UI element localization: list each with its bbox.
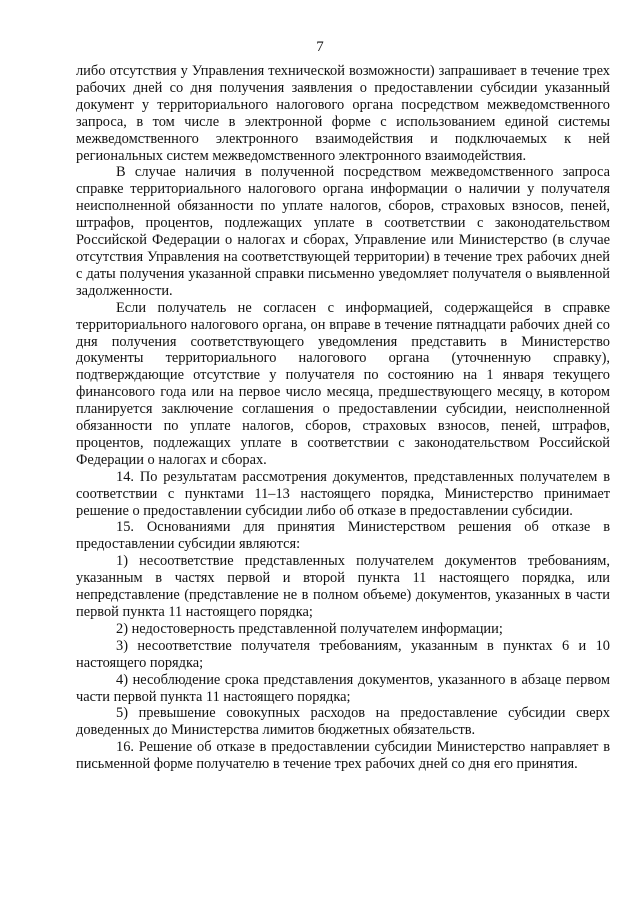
paragraph-item-15: 15. Основаниями для принятия Министерством решения об отказе в предоставлении субсидии являются: (76, 519, 610, 553)
paragraph-disagreement: Если получатель не согласен с информацией, содержащейся в справке территориального налогового органа, он вправе в течение пятнадцати рабочих дней со дня получения соответствующего уведомления представить в Министерство документы территориального налогового органа (уточненную справку), подтверждающие отсутствие у получателя по состоянию на 1 января текущего финансового года или на первое число месяца, предшествующего месяцу, в котором планируется заключение соглашения о предоставлении субсидии, неисполненной обязанности по уплате налогов, сборов, страховых взносов, пеней, штрафов, процентов, подлежащих уплате в соответствии с законодательством Российской Федерации о налогах и сборах. (76, 299, 610, 468)
document-body (76, 63, 610, 773)
paragraph-item-14: 14. По результатам рассмотрения документов, представленных получателем в соответствии с пунктами 11–13 настоящего порядка, Министерство принимает решение о предоставлении субсидии либо об отказе в предоставлении субсидии. (76, 468, 610, 519)
list-item-15-1: 1) несоответствие представленных получателем документов требованиям, указанным в частях первой и второй пункта 11 настоящего порядка, или непредставление (представление не в полном объеме) документов, указанных в части первой пункта 11 настоящего порядка; (76, 553, 610, 620)
list-item-15-2: 2) недостоверность представленной получателем информации; (116, 620, 503, 637)
page-number: 7 (316, 39, 324, 55)
list-item-15-4: 4) несоблюдение срока представления документов, указанного в абзаце первом части первой пункта 11 настоящего порядка; (76, 671, 610, 705)
paragraph-continuation: либо отсутствия у Управления технической возможности) запрашивает в течение трех рабочих дней со дня получения заявления о предоставлении субсидии указанный документ у территориального налогового органа посредством межведомственного запроса, в том числе в электронной форме с использованием единой системы межведомственного электронного взаимодействия и подключаемых к ней региональных систем межведомственного электронного взаимодействия. (76, 63, 610, 164)
paragraph-item-16: 16. Решение об отказе в предоставлении субсидии Министерство направляет в письменной форме получателю в течение трех рабочих дней со дня его принятия. (76, 739, 610, 773)
paragraph-debt-notification: В случае наличия в полученной посредством межведомственного запроса справке территориального налогового органа информации о наличии у получателя неисполненной обязанности по уплате налогов, сборов, страховых взносов, пеней, штрафов, процентов, подлежащих уплате в соответствии с законодательством Российской Федерации о налогах и сборах, Управление или Министерство (в случае отсутствия Управления на соответствующей территории) в течение трех рабочих дней с даты получения указанной справки письменно уведомляет получателя о выявленной задолженности. (76, 164, 610, 299)
list-item-15-5: 5) превышение совокупных расходов на предоставление субсидии сверх доведенных до Министерства лимитов бюджетных обязательств. (76, 705, 610, 739)
list-item-15-3: 3) несоответствие получателя требованиям, указанным в пунктах 6 и 10 настоящего порядка; (76, 637, 610, 671)
